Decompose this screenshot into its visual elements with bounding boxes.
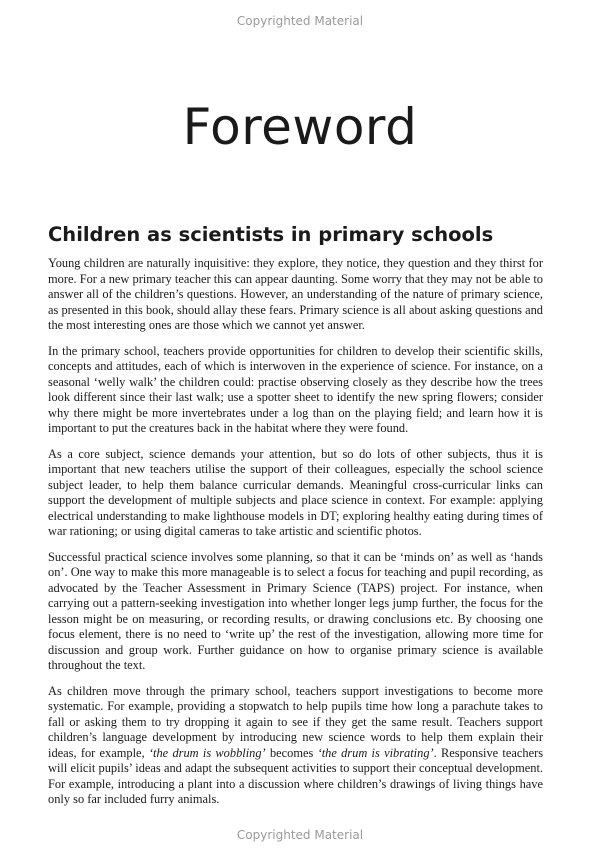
watermark-bottom: Copyrighted Material [236,828,364,842]
section-heading: Children as scientists in primary schools [48,223,494,246]
paragraph-5 [48,684,543,808]
example-vibrating: ‘the drum is vibrating’ [317,745,434,760]
chapter-title: Foreword [182,98,418,156]
paragraph-5-text-b: becomes [265,745,318,760]
paragraph-1: Young children are naturally inquisitive: they explore, they notice, they question and they thirst for more. For a new primary teacher this can appear daunting. Some worry that they may not be able to answer all of the children’s questions. However, an understanding of the nature of primary science, as presented in this book, should allay these fears. Primary science is all about asking questions and the most interesting ones are those which we cannot yet answer. [48,256,543,332]
watermark-top: Copyrighted Material [236,14,364,28]
example-wobbling: ‘the drum is wobbling’ [148,745,266,760]
paragraph-5-text-c: . Responsive teachers will elicit pupils’ ideas and adapt the subsequent activities to support their conceptual development. For example, introducing a plant into a discussion where children’s drawings of living things have only so far included furry animals. [48,745,544,806]
paragraph-2: In the primary school, teachers provide opportunities for children to develop their scientific skills, concepts and attitudes, each of which is interwoven in the experience of science. For instance, on a seasonal ‘welly walk’ the children could: practise observing closely as they describe how the trees look different since their last walk; use a spotter sheet to identify the new spring flowers; consider why there might be more invertebrates under a log than on the playing field; and learn how it is important to put the creatures back in the habitat where they were found. [48,343,543,435]
body-text [48,256,543,818]
paragraph-3: As a core subject, science demands your attention, but so do lots of other subjects, thus it is important that new teachers utilise the support of their colleagues, especially the school science subject leader, to help them balance curricular demands. Meaningful cross-curricular links can support the development of multiple subjects and place science in context. For example: applying electrical understanding to make lighthouse models in DT; exploring healthy eating during times of war rationing; or using digital cameras to take artistic and scientific photos. [48,446,543,538]
paragraph-5-text-a: As children move through the primary school, teachers support investigations to become more systematic. For example, providing a stopwatch to help pupils time how long a parachute takes to fall or asking them to try dropping it again to see if they get the same result. Teachers support children’s language development by introducing new science words to help them explain their ideas, for example, [48,683,543,760]
paragraph-4: Successful practical science involves some planning, so that it can be ‘minds on’ as well as ‘hands on’. One way to make this more manageable is to select a focus for teaching and pupil recording, as advocated by the Teacher Assessment in Primary Science (TAPS) project. For instance, when carrying out a pattern-seeking investigation into whether longer legs jump further, the focus for the lesson might be on measuring, or recording results, or drawing conclusions etc. By choosing one focus element, there is no need to ‘write up’ the rest of the investigation, allowing more time for discussion and group work. Further guidance on how to organise primary science is available throughout the text. [48,549,543,672]
